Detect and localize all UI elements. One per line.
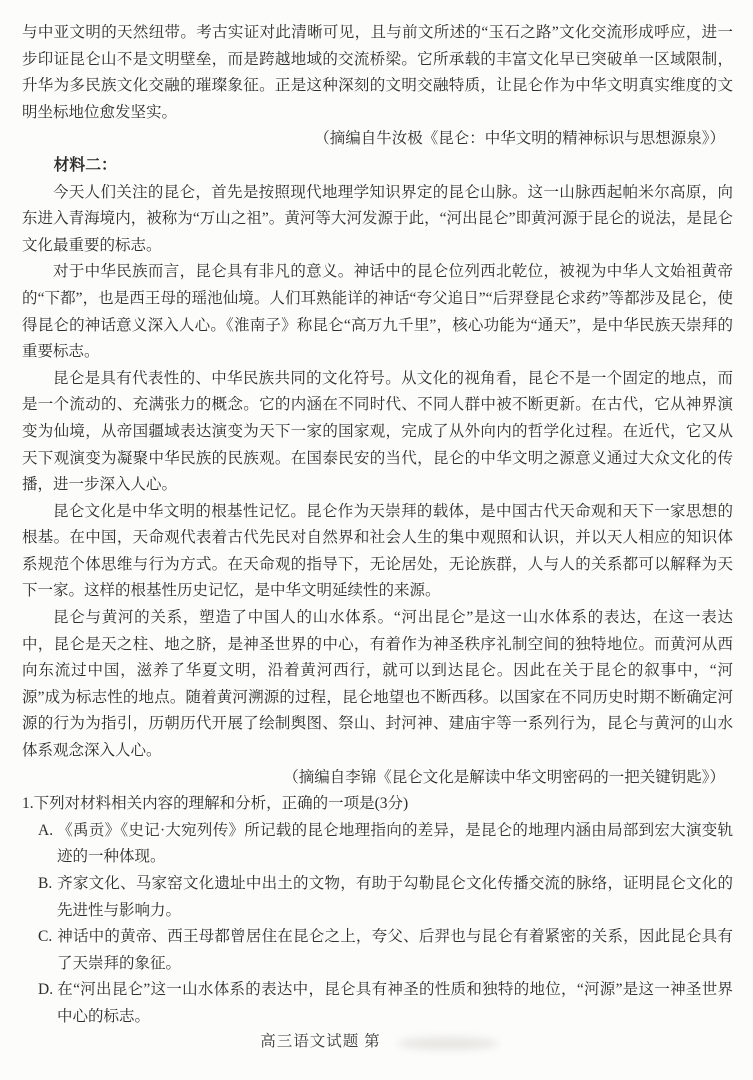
scan-artifact <box>398 1037 498 1050</box>
option-label: C. <box>38 928 53 946</box>
material-two-heading: 材料二： <box>53 156 117 174</box>
option-text: 神话中的黄帝、西王母都曾居住在昆仑之上，夸父、后羿也与昆仑有着紧密的关系，因此昆仑具有了天崇拜的象征。 <box>57 928 733 972</box>
option-text: 在“河出昆仑”这一山水体系的表达中，昆仑具有神圣的性质和独特的地位，“河源”是这一神圣世界中心的标志。 <box>57 981 733 1025</box>
option-d <box>38 977 733 1030</box>
material-two-paragraph-4: 昆仑文化是中华文明的根基性记忆。昆仑作为天崇拜的载体，是中国古代天命观和天下一家思想的根基。在中国，天命观代表着古代先民对自然界和社会人生的集中观照和认识，并以天人相应的知识体系规范个体思维与行为方式。在天命观的指导下，无论居处，无论族群，人与人的关系都可以解释为天下一家。这样的根基性历史记忆，是中华文明延续性的来源。 <box>22 502 733 600</box>
option-text: 齐家文化、马家窑文化遗址中出土的文物，有助于勾勒昆仑文化传播交流的脉络，证明昆仑文化的先进性与影响力。 <box>57 875 733 919</box>
material-one-tail-paragraph: 与中亚文明的天然纽带。考古实证对此清晰可见，且与前文所述的“玉石之路”文化交流形成呼应，进一步印证昆仑山不是文明壁垒，而是跨越地域的交流桥梁。它所承载的丰富文化早已突破单一区域限制，升华为多民族文化交融的璀璨象征。正是这种深刻的文明交融特质，让昆仑作为中华文明真实维度的文明坐标地位愈发坚实。 <box>22 24 733 121</box>
material-two-paragraph-5: 昆仑与黄河的关系，塑造了中国人的山水体系。“河出昆仑”是这一山水体系的表达，在这一表达中，昆仑是天之柱、地之脐，是神圣世界的中心，有着作为神圣秩序礼制空间的独特地位。而黄河从西向东流过中国，滋养了华夏文明，沿着黄河西行，就可以到达昆仑。因此在关于昆仑的叙事中，“河源”成为标志性的地点。随着黄河溯源的过程，昆仑地望也不断西移。以国家在不同历史时期不断确定河源的行为为指引，历朝历代开展了绘制舆图、祭山、封河神、建庙宇等一系列行为，昆仑与黄河的山水体系观念深入人心。 <box>22 609 733 760</box>
option-label: D. <box>38 981 54 999</box>
question-stem: 1.下列对材料相关内容的理解和分析，正确的一项是(3分) <box>22 795 409 813</box>
option-b <box>38 871 733 924</box>
option-label: A. <box>38 821 54 839</box>
footer-text: 高三语文试题 第 <box>260 1033 381 1051</box>
option-c <box>38 924 733 977</box>
page-footer <box>0 1029 753 1056</box>
material-two-paragraph-3: 昆仑是具有代表性的、中华民族共同的文化符号。从文化的视角看，昆仑不是一个固定的地点，而是一个流动的、充满张力的概念。它的内涵在不同时代、不同人群中被不断更新。在古代，它从神界演变为仙境，从帝国疆域表达演变为天下一家的国家观，完成了从外向内的哲学化过程。在近代，它又从天下观演变为凝聚中华民族的民族观。在国泰民安的当代，昆仑的中华文明之源意义通过大众文化的传播，进一步深入人心。 <box>22 369 733 494</box>
material-two-citation: （摘编自李锦《昆仑文化是解读中华文明密码的一把关键钥匙》） <box>283 768 725 786</box>
option-text: 《禹贡》《史记·大宛列传》所记载的昆仑地理指向的差异，是昆仑的地理内涵由局部到宏大演变轨迹的一种体现。 <box>57 821 733 866</box>
question-1 <box>22 791 733 1030</box>
material-one-citation: （摘编自牛汝极《昆仑：中华文明的精神标识与思想源泉》） <box>314 130 725 148</box>
material-two-paragraph-2: 对于中华民族而言，昆仑具有非凡的意义。神话中的昆仑位列西北乾位，被视为中华人文始祖黄帝的“下都”，也是西王母的瑶池仙境。人们耳熟能详的神话“夸父追日”“后羿登昆仑求药”等都涉及昆仑，使得昆仑的神话意义深入人心。《淮南子》称昆仑“高万九千里”，核心功能为“通天”，是中华民族天崇拜的重要标志。 <box>22 263 733 361</box>
material-two-paragraph-1: 今天人们关注的昆仑，首先是按照现代地理学知识界定的昆仑山脉。这一山脉西起帕米尔高原，向东进入青海境内，被称为“万山之祖”。黄河等大河发源于此，“河出昆仑”即黄河源于昆仑的说法，是昆仑文化最重要的标志。 <box>22 183 733 254</box>
option-a <box>38 818 733 871</box>
option-label: B. <box>38 875 53 892</box>
